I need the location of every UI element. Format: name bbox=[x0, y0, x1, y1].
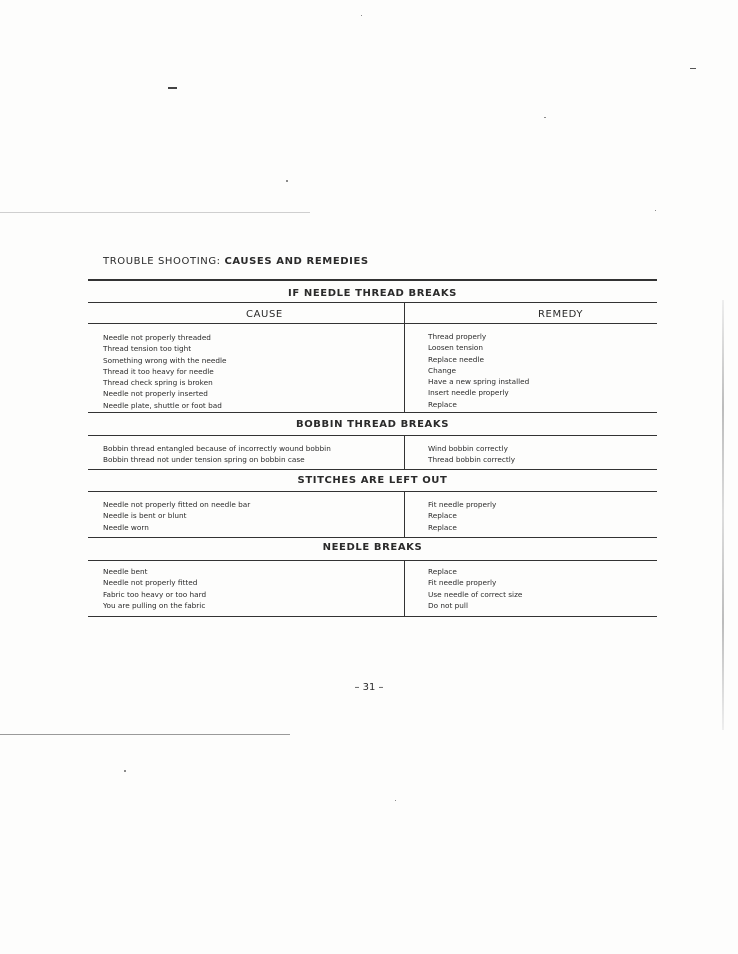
table-rule bbox=[88, 491, 657, 492]
remedy-list bbox=[428, 443, 515, 466]
table-rule bbox=[88, 279, 657, 281]
cause-list bbox=[103, 332, 226, 411]
remedy-item: Replace needle bbox=[428, 354, 484, 364]
cause-item: Something wrong with the needle bbox=[103, 355, 227, 365]
table-rule bbox=[88, 537, 657, 538]
remedy-item: Replace bbox=[428, 511, 457, 521]
cause-item: Fabric too heavy or too hard bbox=[103, 589, 207, 599]
remedy-list bbox=[428, 566, 522, 611]
table-rule bbox=[88, 560, 657, 561]
scan-speck bbox=[690, 68, 696, 69]
scan-speck bbox=[655, 210, 656, 211]
cause-item: Needle worn bbox=[103, 522, 149, 532]
cause-item: Bobbin thread entangled because of incorrectly wound bobbin bbox=[103, 444, 331, 453]
cause-list bbox=[103, 499, 250, 533]
scan-streak bbox=[0, 734, 290, 735]
page-title-main: CAUSES AND REMEDIES bbox=[224, 256, 369, 267]
remedy-list bbox=[428, 499, 496, 533]
remedy-item: Have a new spring installed bbox=[428, 377, 530, 387]
column-divider bbox=[404, 491, 405, 537]
remedy-item: Do not pull bbox=[428, 600, 468, 610]
cause-item: Needle not properly threaded bbox=[103, 333, 211, 342]
scan-speck bbox=[395, 800, 396, 801]
table-rule bbox=[88, 302, 657, 303]
scan-speck bbox=[124, 770, 126, 772]
section-title-needle-thread-breaks: IF NEEDLE THREAD BREAKS bbox=[288, 288, 457, 299]
remedy-column-header: REMEDY bbox=[538, 309, 584, 320]
remedy-item: Replace bbox=[428, 522, 457, 532]
cause-list bbox=[103, 443, 331, 466]
column-divider bbox=[404, 560, 405, 616]
cause-item: Needle plate, shuttle or foot bad bbox=[103, 400, 222, 410]
remedy-item: Wind bobbin correctly bbox=[428, 444, 508, 453]
remedy-item: Change bbox=[428, 365, 456, 375]
scan-speck bbox=[286, 180, 288, 182]
cause-item: Thread tension too tight bbox=[103, 344, 192, 354]
cause-item: Needle not properly fitted on needle bar bbox=[103, 500, 251, 509]
scan-speck bbox=[361, 15, 362, 16]
cause-item: Needle not properly fitted bbox=[103, 578, 198, 588]
cause-item: You are pulling on the fabric bbox=[103, 600, 206, 610]
cause-item: Bobbin thread not under tension spring on bobbin case bbox=[103, 455, 305, 465]
remedy-item: Fit needle properly bbox=[428, 500, 497, 509]
cause-list bbox=[103, 566, 206, 611]
section-title-stitches-left-out: STITCHES ARE LEFT OUT bbox=[297, 475, 448, 486]
table-rule bbox=[88, 469, 657, 470]
remedy-item: Replace bbox=[428, 567, 457, 576]
cause-item: Needle bent bbox=[103, 567, 148, 576]
section-title-needle-breaks: NEEDLE BREAKS bbox=[322, 542, 423, 553]
remedy-item: Fit needle properly bbox=[428, 578, 497, 588]
scan-speck bbox=[544, 117, 546, 118]
scan-streak bbox=[0, 212, 310, 213]
page-title bbox=[103, 256, 369, 267]
page-number: – 31 – bbox=[354, 682, 384, 693]
cause-item: Needle is bent or blunt bbox=[103, 511, 187, 521]
column-divider bbox=[404, 302, 405, 412]
remedy-item: Use needle of correct size bbox=[428, 589, 523, 599]
section-title-bobbin-thread-breaks: BOBBIN THREAD BREAKS bbox=[295, 419, 450, 430]
remedy-item: Loosen tension bbox=[428, 343, 483, 353]
scan-speck bbox=[168, 87, 177, 89]
table-rule bbox=[88, 616, 657, 617]
page-title-prefix: TROUBLE SHOOTING: bbox=[103, 256, 221, 267]
remedy-list bbox=[428, 331, 529, 410]
troubleshooting-table bbox=[88, 279, 657, 619]
remedy-item: Replace bbox=[428, 399, 457, 409]
table-rule bbox=[88, 412, 657, 413]
column-divider bbox=[404, 435, 405, 469]
cause-item: Thread check spring is broken bbox=[103, 378, 213, 388]
cause-item: Thread it too heavy for needle bbox=[103, 366, 214, 376]
table-rule bbox=[88, 323, 657, 324]
cause-column-header: CAUSE bbox=[246, 309, 283, 320]
cause-item: Needle not properly inserted bbox=[103, 389, 208, 399]
remedy-item: Thread properly bbox=[428, 332, 487, 341]
page-edge-shadow bbox=[722, 300, 724, 730]
remedy-item: Thread bobbin correctly bbox=[428, 455, 516, 465]
table-rule bbox=[88, 435, 657, 436]
remedy-item: Insert needle properly bbox=[428, 388, 509, 398]
